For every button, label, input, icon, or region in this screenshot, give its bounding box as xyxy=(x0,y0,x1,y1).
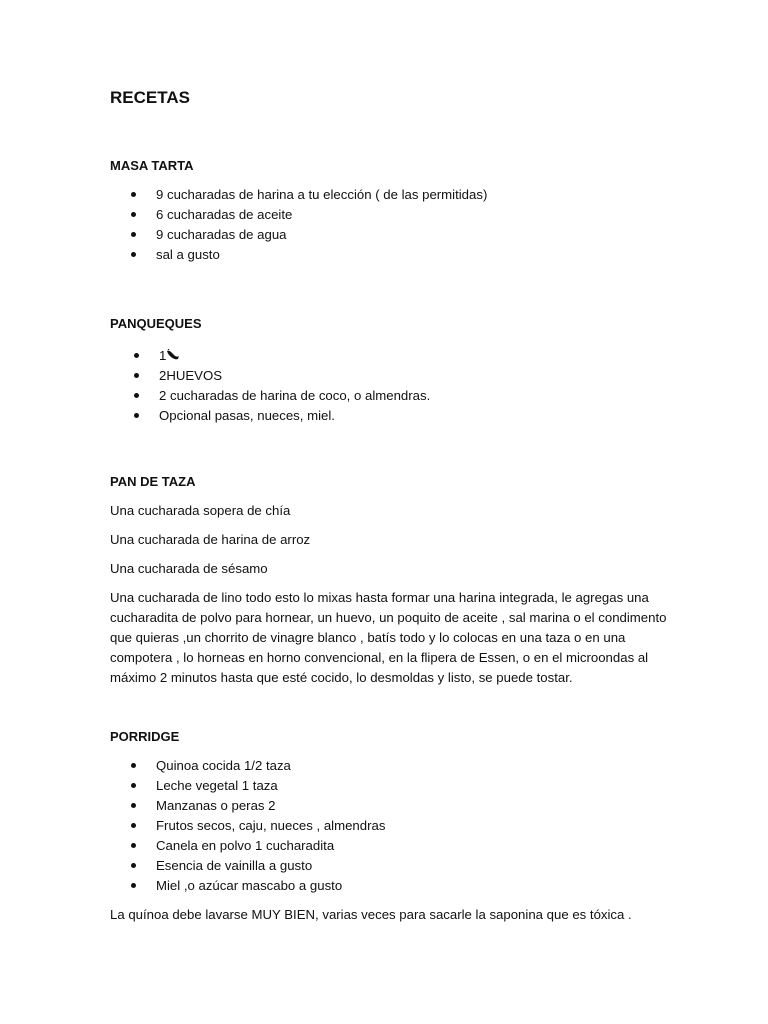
paragraph: Una cucharada sopera de chía xyxy=(110,503,291,518)
porridge-note: La quínoa debe lavarse MUY BIEN, varias veces para sacarle la saponina que es tóxica . xyxy=(110,907,632,922)
list-item: Canela en polvo 1 cucharadita xyxy=(110,836,670,856)
list-item: sal a gusto xyxy=(110,245,670,265)
list-item: 2HUEVOS xyxy=(110,366,670,386)
list-item: 2 cucharadas de harina de coco, o almendras. xyxy=(110,386,670,406)
list-item: 6 cucharadas de aceite xyxy=(110,205,670,225)
ingredient-list-porridge xyxy=(110,756,670,896)
paragraph: Una cucharada de lino todo esto lo mixas hasta formar una harina integrada, le agregas una cucharadita de polvo para hornear, un huevo, un poquito de aceite , sal marina o el condimento que quieras ,un chorrito de vinagre blanco , batís todo y lo colocas en una taza o en una compotera , lo horneas en horno convencional, en la flipera de Essen, o en el microondas al máximo 2 minutos hasta que esté cocido, lo desmoldas y listo, se puede tostar. xyxy=(110,590,667,685)
document-page xyxy=(110,86,670,925)
list-item: Frutos secos, caju, nueces , almendras xyxy=(110,816,670,836)
list-item: Esencia de vainilla a gusto xyxy=(110,856,670,876)
section-porridge xyxy=(110,727,670,925)
section-title-porridge: PORRIDGE xyxy=(110,729,180,744)
ingredient-list-panqueques xyxy=(110,346,670,426)
section-pan-de-taza xyxy=(110,472,670,688)
list-item xyxy=(110,346,670,366)
section-title-panqueques: PANQUEQUES xyxy=(110,316,202,331)
section-panqueques xyxy=(110,314,670,426)
list-item: Quinoa cocida 1/2 taza xyxy=(110,756,670,776)
list-item: Leche vegetal 1 taza xyxy=(110,776,670,796)
paragraph: Una cucharada de harina de arroz xyxy=(110,532,311,547)
document-title: RECETAS xyxy=(110,88,190,107)
paragraph: Una cucharada de sésamo xyxy=(110,561,268,576)
list-item: Miel ,o azúcar mascabo a gusto xyxy=(110,876,670,896)
ingredient-list-masa-tarta xyxy=(110,185,670,265)
list-item: 9 cucharadas de harina a tu elección ( de las permitidas) xyxy=(110,185,670,205)
section-masa-tarta xyxy=(110,156,670,265)
list-item: 9 cucharadas de agua xyxy=(110,225,670,245)
list-item: Manzanas o peras 2 xyxy=(110,796,670,816)
list-item-text: 1 xyxy=(159,348,167,363)
section-title-masa-tarta: MASA TARTA xyxy=(110,158,194,173)
section-title-pan-de-taza: PAN DE TAZA xyxy=(110,474,196,489)
banana-icon xyxy=(166,347,180,359)
list-item: Opcional pasas, nueces, miel. xyxy=(110,406,670,426)
